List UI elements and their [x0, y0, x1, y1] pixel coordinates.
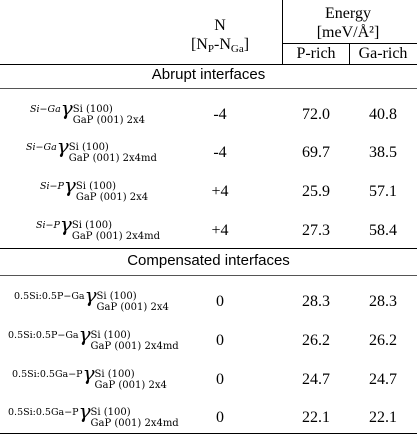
- gamma-symbol: γ: [63, 173, 76, 197]
- energy-unit: [meV/Å²]: [316, 24, 380, 41]
- p-rich-value: 25.9: [302, 183, 330, 200]
- interface-formula: [8, 399, 179, 429]
- interface-subscript: GaP (001) 2x4md: [71, 231, 161, 242]
- interface-subscript: GaP (001) 2x4: [75, 192, 149, 203]
- interface-subscript: GaP (001) 2x4md: [90, 418, 179, 429]
- interface-super-sub: [97, 291, 169, 313]
- ga-rich-value: 26.2: [369, 332, 397, 349]
- p-rich-value: 26.2: [302, 332, 330, 349]
- interface-prefix: 0.5Si:0.5Ga−P: [12, 369, 83, 380]
- gamma-symbol: γ: [82, 361, 95, 385]
- p-rich-value: 28.3: [302, 293, 330, 310]
- interface-prefix: Si−P: [36, 220, 60, 231]
- interface-prefix: Si−P: [40, 181, 64, 192]
- gamma-symbol: γ: [59, 212, 72, 236]
- ga-rich-value: 28.3: [369, 293, 397, 310]
- interface-formula: [40, 173, 148, 203]
- n-value: 0: [216, 332, 224, 349]
- interface-super-sub: [72, 220, 160, 242]
- interface-super-sub: [76, 181, 148, 203]
- interface-superscript: Si (100): [71, 220, 112, 231]
- p-rich-value: 24.7: [302, 371, 330, 388]
- ga-rich-value: 22.1: [369, 409, 397, 426]
- col-n-title: N: [214, 17, 226, 34]
- energy-header: [282, 4, 414, 42]
- gamma-symbol: γ: [56, 134, 69, 158]
- interface-prefix: 0.5Si:0.5Ga−P: [8, 407, 79, 418]
- gamma-symbol: γ: [60, 96, 73, 120]
- interface-prefix: 0.5Si:0.5P−Ga: [14, 291, 85, 302]
- interface-superscript: Si (100): [75, 181, 116, 192]
- p-rich-value: 27.3: [302, 222, 330, 239]
- interface-subscript: GaP (001) 2x4md: [68, 153, 157, 164]
- interface-formula: [14, 283, 169, 313]
- interface-super-sub: [91, 407, 179, 429]
- n-value: 0: [216, 293, 224, 310]
- gamma-symbol: γ: [78, 399, 91, 423]
- col-garich-header: Ga-rich: [358, 45, 408, 62]
- n-value: +4: [211, 222, 229, 239]
- interface-subscript: GaP (001) 2x4: [94, 380, 167, 391]
- interface-subscript: GaP (001) 2x4: [96, 302, 169, 313]
- n-value: +4: [211, 183, 229, 200]
- p-rich-value: 72.0: [302, 106, 330, 123]
- ga-rich-value: 38.5: [369, 144, 397, 161]
- interface-formula: [36, 212, 160, 242]
- interface-prefix: Si−Ga: [30, 104, 61, 115]
- interface-formula: [26, 134, 157, 164]
- header-bottom-rule: [0, 64, 417, 65]
- interface-superscript: Si (100): [90, 330, 131, 341]
- col-n-header: [190, 16, 250, 59]
- interface-superscript: Si (100): [90, 407, 131, 418]
- gamma-symbol: γ: [84, 283, 97, 307]
- gamma-symbol: γ: [78, 322, 91, 346]
- n-value: -4: [213, 144, 227, 161]
- ga-rich-value: 58.4: [369, 222, 397, 239]
- interface-super-sub: [69, 142, 157, 164]
- n-value: 0: [216, 371, 224, 388]
- interface-super-sub: [95, 369, 167, 391]
- section-rule-compensated: [0, 275, 417, 276]
- interface-superscript: Si (100): [94, 369, 135, 380]
- interface-formula: [12, 361, 167, 391]
- section-divider: [0, 248, 417, 249]
- interface-super-sub: [73, 104, 145, 126]
- p-rich-value: 69.7: [302, 144, 330, 161]
- interface-superscript: Si (100): [68, 142, 109, 153]
- header-divider: [282, 0, 283, 64]
- interface-formula: [8, 322, 179, 352]
- interface-formula: [30, 96, 145, 126]
- section-title-abrupt: Abrupt interfaces: [151, 66, 266, 83]
- section-title-compensated: Compensated interfaces: [127, 252, 290, 269]
- energy-title: Energy: [325, 5, 371, 22]
- col-prich-header: P-rich: [296, 45, 336, 62]
- interface-super-sub: [91, 330, 179, 352]
- section-rule-abrupt: [0, 88, 417, 89]
- col-n-subtitle: [NP-NGa]: [190, 36, 250, 55]
- interface-prefix: Si−Ga: [26, 142, 57, 153]
- interface-superscript: Si (100): [96, 291, 137, 302]
- interface-subscript: GaP (001) 2x4md: [90, 341, 179, 352]
- n-value: 0: [216, 409, 224, 426]
- interface-superscript: Si (100): [72, 104, 113, 115]
- interface-prefix: 0.5Si:0.5P−Ga: [8, 330, 79, 341]
- interface-subscript: GaP (001) 2x4: [72, 115, 146, 126]
- ga-rich-value: 57.1: [369, 183, 397, 200]
- ga-rich-value: 24.7: [369, 371, 397, 388]
- n-value: -4: [213, 106, 227, 123]
- p-rich-value: 22.1: [302, 409, 330, 426]
- ga-rich-value: 40.8: [369, 106, 397, 123]
